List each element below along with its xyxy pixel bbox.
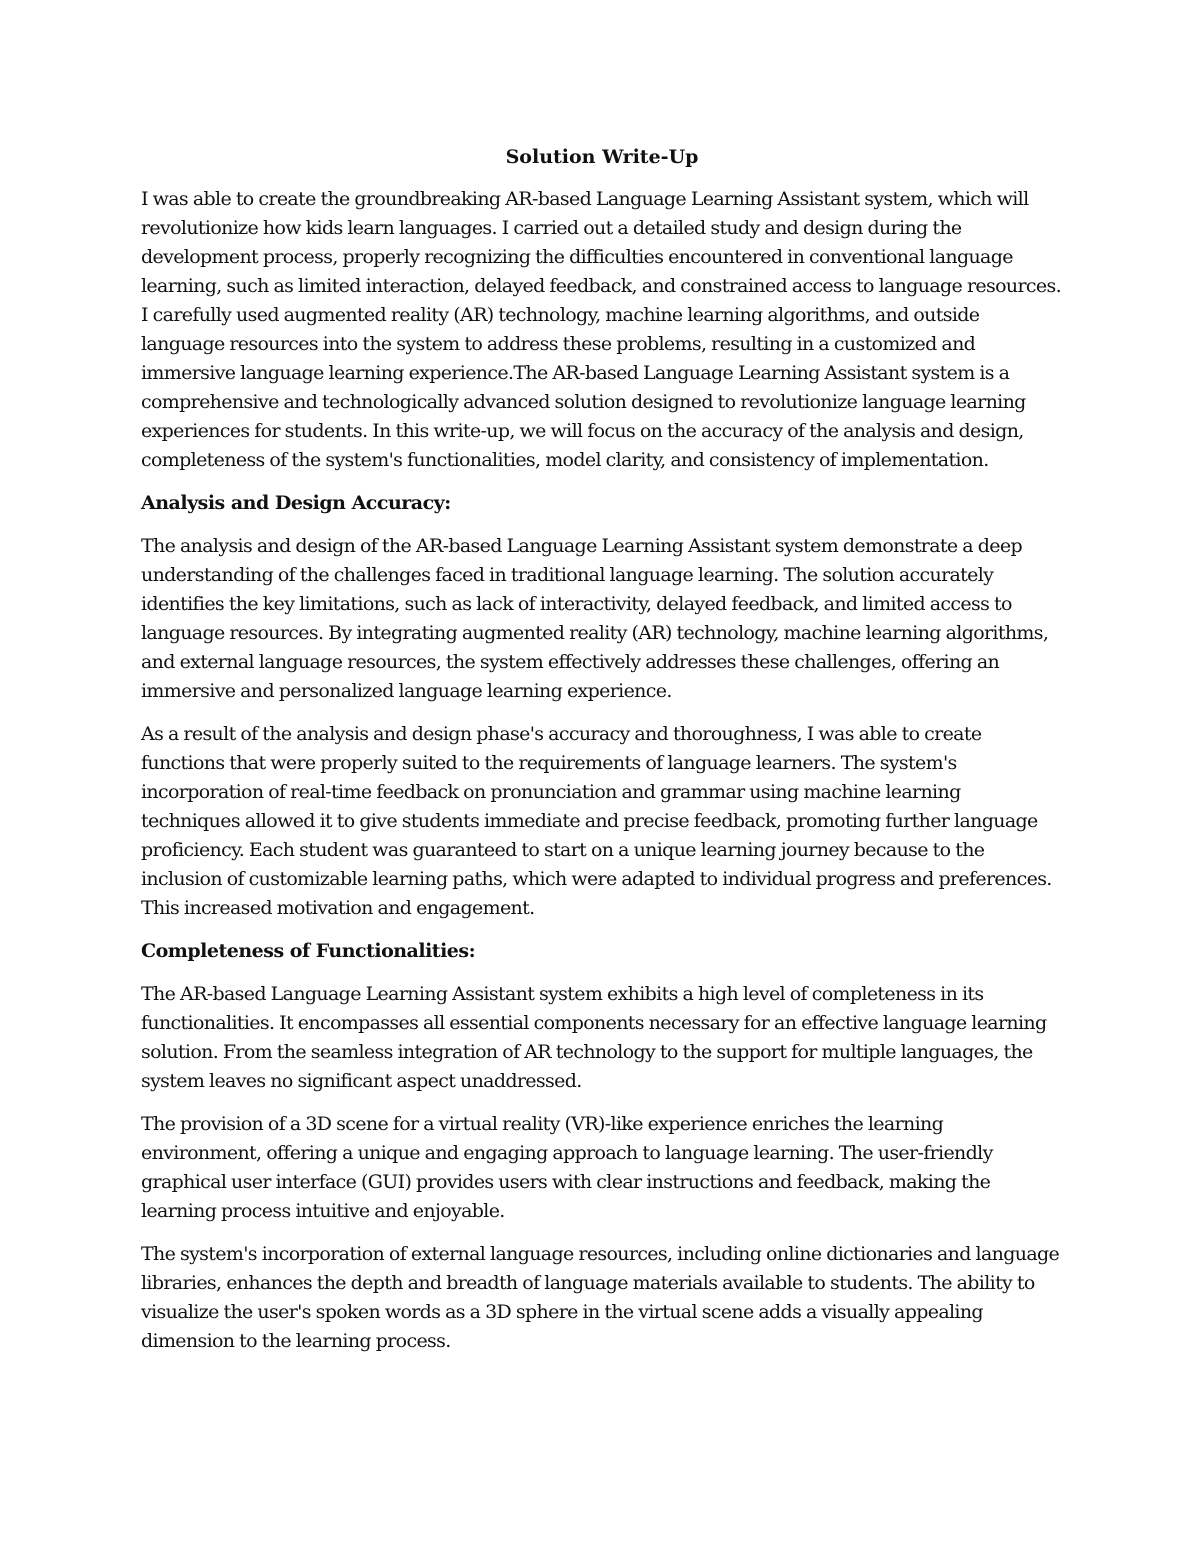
- intro-paragraph: I was able to create the groundbreaking AR-based Language Learning Assistant system, which will revolutionize how kids learn languages. I carried out a detailed study and design during the development process, properly recognizing the difficulties encountered in conventional language learning, such as limited interaction, delayed feedback, and constrained access to language resources. I carefully used augmented reality (AR) technology, machine learning algorithms, and outside language resources into the system to address these problems, resulting in a customized and immersive language learning experience.The AR-based Language Learning Assistant system is a comprehensive and technologically advanced solution designed to revolutionize language learning experiences for students. In this write-up, we will focus on the accuracy of the analysis and design, completeness of the system's functionalities, model clarity, and consistency of implementation.: [141, 188, 1061, 471]
- completeness-paragraph-2: The provision of a 3D scene for a virtual reality (VR)-like experience enriches the learning environment, offering a unique and engaging approach to language learning. The user-friendly graphical user interface (GUI) provides users with clear instructions and feedback, making the learning process intuitive and enjoyable.: [141, 1113, 993, 1222]
- analysis-paragraph-2: As a result of the analysis and design phase's accuracy and thoroughness, I was able to create functions that were properly suited to the requirements of language learners. The system's incorporation of real-time feedback on pronunciation and grammar using machine learning techniques allowed it to give students immediate and precise feedback, promoting further language proficiency. Each student was guaranteed to start on a unique learning journey because to the inclusion of customizable learning paths, which were adapted to individual progress and preferences. This increased motivation and engagement.: [141, 723, 1052, 919]
- section-heading-completeness: Completeness of Functionalities:: [141, 940, 476, 962]
- document-page: [141, 143, 1063, 1370]
- completeness-paragraph-3: The system's incorporation of external language resources, including online dictionaries and language libraries, enhances the depth and breadth of language materials available to students. The ability to visualize the user's spoken words as a 3D sphere in the virtual scene adds a visually appealing dimension to the learning process.: [141, 1243, 1060, 1352]
- section-heading-analysis: Analysis and Design Accuracy:: [141, 492, 451, 514]
- analysis-paragraph-1: The analysis and design of the AR-based Language Learning Assistant system demonstrate a deep understanding of the challenges faced in traditional language learning. The solution accurately identifies the key limitations, such as lack of interactivity, delayed feedback, and limited access to language resources. By integrating augmented reality (AR) technology, machine learning algorithms, and external language resources, the system effectively addresses these challenges, offering an immersive and personalized language learning experience.: [141, 535, 1049, 702]
- document-title: Solution Write-Up: [505, 146, 699, 168]
- completeness-paragraph-1: The AR-based Language Learning Assistant system exhibits a high level of completeness in its functionalities. It encompasses all essential components necessary for an effective language learning solution. From the seamless integration of AR technology to the support for multiple languages, the system leaves no significant aspect unaddressed.: [141, 983, 1047, 1092]
